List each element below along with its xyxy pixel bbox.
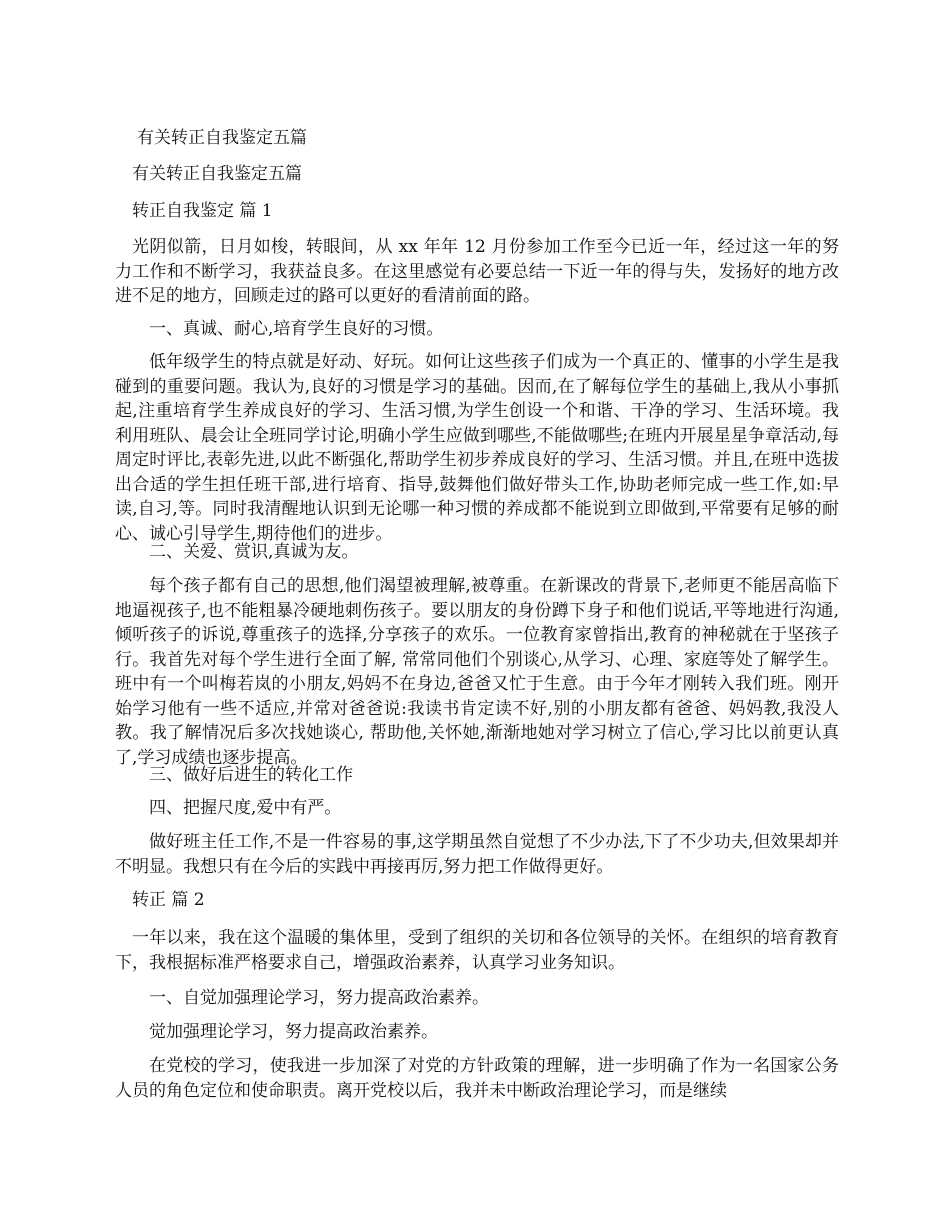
document-title: 有关转正自我鉴定五篇 <box>137 128 307 148</box>
paragraph-party-school: 在党校的学习，使我进一步加深了对党的方针政策的理解，进一步明确了作为一名国家公务人员的角色定位和使命职责。离开党校以后，我并未中断政治理论学习，而是继续 <box>115 1056 839 1101</box>
section-heading-2: 转正 篇 2 <box>132 890 205 910</box>
paragraph-intro: 光阴似箭，日月如梭，转眼间，从 xx 年年 12 月份参加工作至今已近一年，经过这一年的努力工作和不断学习，我获益良多。在这里感觉有必要总结一下近一年的得与失，发扬好的地方改进不足的地方，回顾走过的路可以更好的看清前面的路。 <box>115 237 839 306</box>
subheading-4: 四、把握尺度,爱中有严。 <box>149 798 342 818</box>
subheading-1: 一、真诚、耐心,培育学生良好的习惯。 <box>149 319 444 339</box>
paragraph-year: 一年以来，我在这个温暖的集体里，受到了组织的关切和各位领导的关怀。在组织的培育教育下，我根据标准严格要求自己，增强政治素养，认真学习业务知识。 <box>115 928 839 973</box>
paragraph-summary: 做好班主任工作,不是一件容易的事,这学期虽然自觉想了不少办法,下了不少功夫,但效果却并不明显。我想只有在今后的实践中再接再厉,努力把工作做得更好。 <box>115 832 839 877</box>
section-heading-1: 转正自我鉴定 篇 1 <box>132 201 273 221</box>
subheading-6: 觉加强理论学习，努力提高政治素养。 <box>149 1022 438 1042</box>
paragraph-habits: 低年级学生的特点就是好动、好玩。如何让这些孩子们成为一个真正的、懂事的小学生是我碰到的重要问题。我认为,良好的习惯是学习的基础。因而,在了解每位学生的基础上,我从小事抓起,注重培育学生养成良好的学习、生活习惯,为学生创设一个和谐、干净的学习、生活环境。我利用班队、晨会让全班同学讨论,明确小学生应做到哪些,不能做哪些;在班内开展星星争章活动,每周定时评比,表彰先进,以此不断强化,帮助学生初步养成良好的学习、生活习惯。并且,在班中选拔出合适的学生担任班干部,进行培育、指导,鼓舞他们做好带头工作,协助老师完成一些工作,如:早读,自习,等。同时我清醒地认识到无论哪一种习惯的养成都不能说到立即做到,平常要有足够的耐心、诚心引导学生,期待他们的进步。 <box>115 352 839 544</box>
document-subtitle: 有关转正自我鉴定五篇 <box>132 164 302 184</box>
subheading-3: 三、做好后进生的转化工作 <box>149 765 353 785</box>
subheading-5: 一、自觉加强理论学习，努力提高政治素养。 <box>149 988 489 1008</box>
subheading-2: 二、关爱、赏识,真诚为友。 <box>149 542 359 562</box>
paragraph-care: 每个孩子都有自己的思想,他们渴望被理解,被尊重。在新课改的背景下,老师更不能居高临下地逼视孩子,也不能粗暴冷硬地刺伤孩子。要以朋友的身份蹲下身子和他们说话,平等地进行沟通,倾听孩子的诉说,尊重孩子的选择,分享孩子的欢乐。一位教育家曾指出,教育的神秘就在于坚孩子行。我首先对每个学生进行全面了解, 常常同他们个别谈心,从学习、心理、家庭等处了解学生。班中有一个叫梅若岚的小朋友,妈妈不在身边,爸爸又忙于生意。由于今年才刚转入我们班。刚开始学习他有一些不适应,并常对爸爸说:我读书肯定读不好,别的小朋友都有爸爸、妈妈教,我没人教。我了解情况后多次找她谈心, 帮助他,关怀她,渐渐地她对学习树立了信心,学习比以前更认真了,学习成绩也逐步提高。 <box>115 576 839 768</box>
